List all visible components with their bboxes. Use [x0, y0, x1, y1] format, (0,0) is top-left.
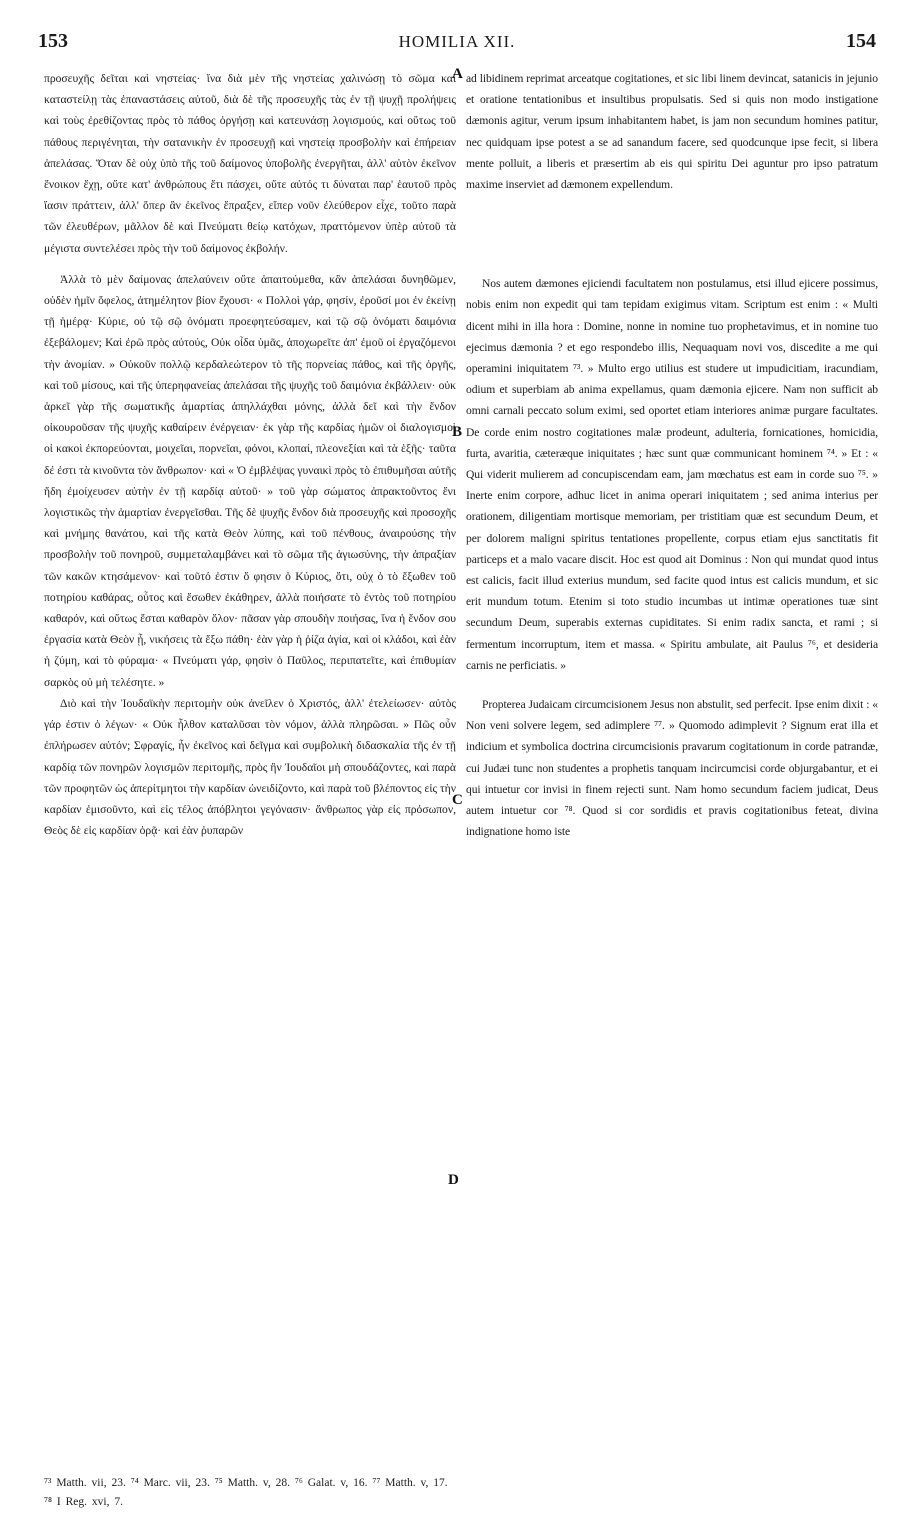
- greek-paragraph-2: Ἀλλὰ τὸ μὲν δαίμονας ἀπελαύνειν οὔτε ἀπαιτούμεθα, κἂν ἀπελάσαι δυνηθῶμεν, οὐδὲν ἡμῖν ὄφελος, ἀτημέλητον βίον ἔχουσι· « Πολλοὶ γάρ, φησίν, ἐροῦσί μοι ἐν ἐκείνῃ τῇ ἡμέρᾳ· Κύριε, οὐ τῷ σῷ ὀνόματι προεφητεύσαμεν, καὶ τῷ σῷ ὀνόματι δαιμόνια ἐξεβάλομεν; Καὶ ἐρῶ πρὸς αὐτούς, Οὐκ οἶδα ὑμᾶς, ἀποχωρεῖτε ἀπ' ἐμοῦ οἱ ἐργαζόμενοι τὴν ἀνομίαν. » Οὐκοῦν πολλῷ κερδαλεώτερον τὸ τῆς πορνείας πάθος, καὶ τῆς ὀργῆς, καὶ τοῦ μίσους, καὶ τῆς ὑπερηφανείας ἀπελάσαι τῆς ψυχῆς τοῦ δαιμόνια ἐκβάλλειν· οὐκ ἀρκεῖ γὰρ τῆς σωματικῆς ἁμαρτίας ἀπηλλάχθαι μόνης, ἀλλὰ δεῖ καὶ τὴν ἔνδον οἰκουροῦσαν τῆς ψυχῆς καθαίρειν ἐνέργειαν· ἐκ γὰρ τῆς καρδίας ἡμῶν οἱ διαλογισμοὶ οἱ κακοὶ ἐκπορεύονται, μοιχεῖαι, πορνεῖαι, φόνοι, κλοπαί, πλεονεξίαι καὶ τὰ ἑξῆς· ταῦτα δέ ἐστι τὰ κινοῦντα τὸν ἄνθρωπον· καὶ « Ὁ ἐμβλέψας γυναικὶ πρὸς τὸ ἐπιθυμῆσαι αὐτῆς ἤδη ἐμοίχευσεν αὐτὴν ἐν τῇ καρδίᾳ αὐτοῦ· » τοῦ γὰρ σώματος ἀπρακτοῦντος ἔνι λογιστικῶς τὴν ἁμαρτίαν ἐνεργεῖσθαι. Τῆς δὲ ψυχῆς ἔνδον διὰ προσευχῆς καὶ προσοχῆς καὶ μνήμης θανάτου, καὶ τῆς κατὰ Θεὸν λύπης, καὶ τοῦ πένθους, ἀναιρούσης τὴν προσβολὴν τοῦ πονηροῦ, συμμεταλαμβάνει καὶ τὸ σῶμα τῆς ἁγιωσύνης, τὴν ἀπραξίαν τῶν κακῶν κτησάμενον· καὶ τοῦτό ἐστιν ὅ φησιν ὁ Κύριος, ὅτι, οὐχ ὁ τὸ ἔξωθεν τοῦ ποτηρίου καθάρας, οὗτος καὶ ἔσωθεν ἐκάθηρεν, ἀλλὰ ποιήσατε τὸ ἐντὸς τοῦ ποτηρίου καθαρόν, καὶ οὕτως ἔσται καθαρὸν ὅλον· πᾶσαν γὰρ σπουδὴν ποιήσας, ἵνα ἡ ἔνδον σου ἐργασία κατὰ Θεὸν ᾖ, νικήσεις τὰ ἔξω πάθη· ἐὰν γὰρ ἡ ῥίζα ἁγία, καὶ οἱ κλάδοι, καὶ ἐὰν ἡ ζύμη, καὶ τὸ φύραμα· « Πνεύματι γάρ, φησὶν ὁ Παῦλος, περιπατεῖτε, καὶ ἐπιθυμίαν σαρκὸς οὐ μὴ τελέσητε. »: [44, 272, 456, 689]
- section-marker-b: B: [452, 424, 463, 440]
- section-marker-d: D: [448, 1172, 459, 1188]
- page-title: HOMILIA XII.: [398, 32, 516, 51]
- page-number-left: 153: [38, 30, 68, 52]
- greek-column: [44, 68, 456, 841]
- footnote-line-1: ⁷³ Matth. vii, 23. ⁷⁴ Marc. vii, 23. ⁷⁵ Matth. v, 28. ⁷⁶ Galat. v, 16. ⁷⁷ Matth. v, 17.: [44, 1477, 448, 1489]
- footnote-line-2: ⁷⁸ I Reg. xvi, 7.: [44, 1496, 123, 1508]
- running-head: [38, 30, 876, 58]
- page-number-right: 154: [846, 30, 876, 52]
- latin-column: [466, 68, 878, 843]
- greek-paragraph-3: Διὸ καὶ τὴν Ἰουδαϊκὴν περιτομὴν οὐκ ἀνεῖλεν ὁ Χριστός, ἀλλ' ἐτελείωσεν· αὐτὸς γάρ ἐστιν ὁ λέγων· « Οὐκ ἦλθον καταλῦσαι τὸν νόμον, ἀλλὰ πληρῶσαι. » Πῶς οὖν ἐπλήρωσεν αὐτόν; Σφραγίς, ἦν ἐκεῖνος καὶ δεῖγμα καὶ συμβολικὴ διδασκαλία τῆς ἐν τῇ καρδίᾳ τῶν πονηρῶν λογισμῶν περιτομῆς, πρὸς ἣν Ἰουδαῖοι μὴ σπουδάζοντες, καὶ παρὰ τῶν προφητῶν ὡς ἀπερίτμητοι τὴν καρδίαν ὠνειδίζοντο, καὶ παρὰ τοῦ βλέποντος εἰς τὴν καρδίαν ἐμισοῦντο, καὶ εἰς τέλος ἀπόβλητοι γεγόνασιν· ἄνθρωπος γὰρ εἰς πρόσωπον, Θεὸς δὲ εἰς καρδίαν ὁρᾷ· καὶ ἐὰν ῥυπαρῶν: [44, 696, 456, 838]
- latin-paragraph-2: Nos autem dæmones ejiciendi facultatem non postulamus, etsi illud ejicere possimus, nobis enim non expedit qui tam tepidam exigimus vitam. Scriptum est enim : « Multi dicent mihi in illa hora : Domine, nonne in nomine tuo prophetavimus, et in nomine tuo ejecimus dæmonia ? et ego respondebo illis, Nequaquam novi vos, discedite a me qui operamini iniquitatem ⁷³. » Multo ergo utilius est studere ut impudicitiam, iracundiam, odium et superbiam ab anima expellamus, quam dæmonia ejicere. Nam non sufficit ab omni carnali peccato solum eximi, sed oportet etiam interiores animæ purgare facultates. De corde enim nostro cogitationes malæ prodeunt, adulteria, fornicationes, homicidia, furta, avaritia, cæteræque iniquitates ; hæc sunt quæ communicant hominem ⁷⁴. » Et : « Qui viderit mulierem ad concupiscendam eam, jam mœchatus est eam in corde suo ⁷⁵. » Inerte enim corpore, adhuc licet in anima operari iniquitatem ; sed anima interius per orationem, diligentiam mortisque memoriam, per tristitiam quæ est secundum Deum, et per dolorem maligni spiritus tentationes propellente, corpus etiam ejus sanctitatis fit particeps et a malo vacare discit. Hoc est quod ait Dominus : Non qui mundat quod intus est calicis, facit illud exterius mundum, sed facite quod intus est calicis mundum, et sic erit mundum totum. Etenim si toto studio incumbas ut intimæ operationes tuæ sint secundum Deum, superabis externas cupiditates. Si enim radix sancta, et rami ; si fermentum incorruptum, item et massa. « Spiritu ambulate, ait Paulus ⁷⁶, et desideria carnis ne perficiatis. »: [466, 277, 878, 672]
- section-marker-c: C: [452, 792, 463, 808]
- section-marker-a: A: [452, 66, 463, 82]
- latin-paragraph-3: Propterea Judaicam circumcisionem Jesus non abstulit, sed perfecit. Ipse enim dixit : « Non veni solvere legem, sed adimplere ⁷⁷. » Quomodo adimplevit ? Signum erat illa et indicium et symbolica doctrina circumcisionis pravarum cogitationum in corde patrandæ, cui Judæi tunc non studentes a prophetis tanquam incircumcisi corde objurgabantur, et ei qui intuetur cor invisi in finem rejecti sunt. Nam homo secundum faciem judicat, Deus autem intuetur cor ⁷⁸. Quod si cor sordidis et pravis cogitationibus feteat, divina indignatione homo iste: [466, 698, 878, 839]
- latin-paragraph-1: ad libidinem reprimat arceatque cogitationes, et sic libi linem devincat, satanicis in jejunio et oratione tentationibus et insultibus propulsatis. Sed si quis non modo instigatione dæmonis agitur, verum ipsum inhabitantem habet, is jam non secundum homines patitur, nec quidquam ipse potest a se ad sanandum facere, sed quodcunque ipse fecit, si libera mente polluit, a liberis et præsertim ab eis qui spiritu Dei aguntur pro ipso patratum maxime inserviet ad dæmonem expellendum.: [466, 72, 878, 192]
- footnotes: [44, 1474, 874, 1512]
- greek-paragraph-1: προσευχῆς δεῖται καὶ νηστείας· ἵνα διὰ μὲν τῆς νηστείας χαλινώσῃ τὸ σῶμα καὶ καταστείλῃ τὰς ἐπαναστάσεις αὐτοῦ, διὰ δὲ τῆς προσευχῆς τὰς ἐν τῇ ψυχῇ προλήψεις καὶ τοὺς ἐρεθίζοντας πρὸς τὸ πάθος ὀργήσῃ καὶ κατευνάσῃ λογισμούς, καὶ οὕτως τοῦ πάθους περιγένηται, τὴν σατανικὴν ἐν προσευχῇ καὶ νηστείᾳ προσβολὴν καὶ ἐπήρειαν ἀπελάσας. Ὅταν δὲ οὐχ ὑπὸ τῆς τοῦ δαίμονος ὑποβολῆς ἐνεργῆται, ἀλλ' αὐτὸν ἐκεῖνον ἔνοικον ἔχῃ, οὔτε κατ' ἀνθρώπους ἔτι πάσχει, οὔτε αὐτός τι δύναται παρ' ἑαυτοῦ πρὸς ἴασιν πράττειν, ἀλλ' ὅπερ ἂν ἐκεῖνος ἔπραξεν, εἴπερ νοῦν ἐλεύθερον εἶχε, τοῦτο παρὰ τῶν ἐλευθέρων, μᾶλλον δὲ καὶ Πνεύματι θείῳ κατόχων, πραττόμενον ὑπὲρ αὐτοῦ τὰ μέγιστα συντελέσει πρὸς τὴν τοῦ δαίμονος ἐκβολήν.: [44, 72, 456, 255]
